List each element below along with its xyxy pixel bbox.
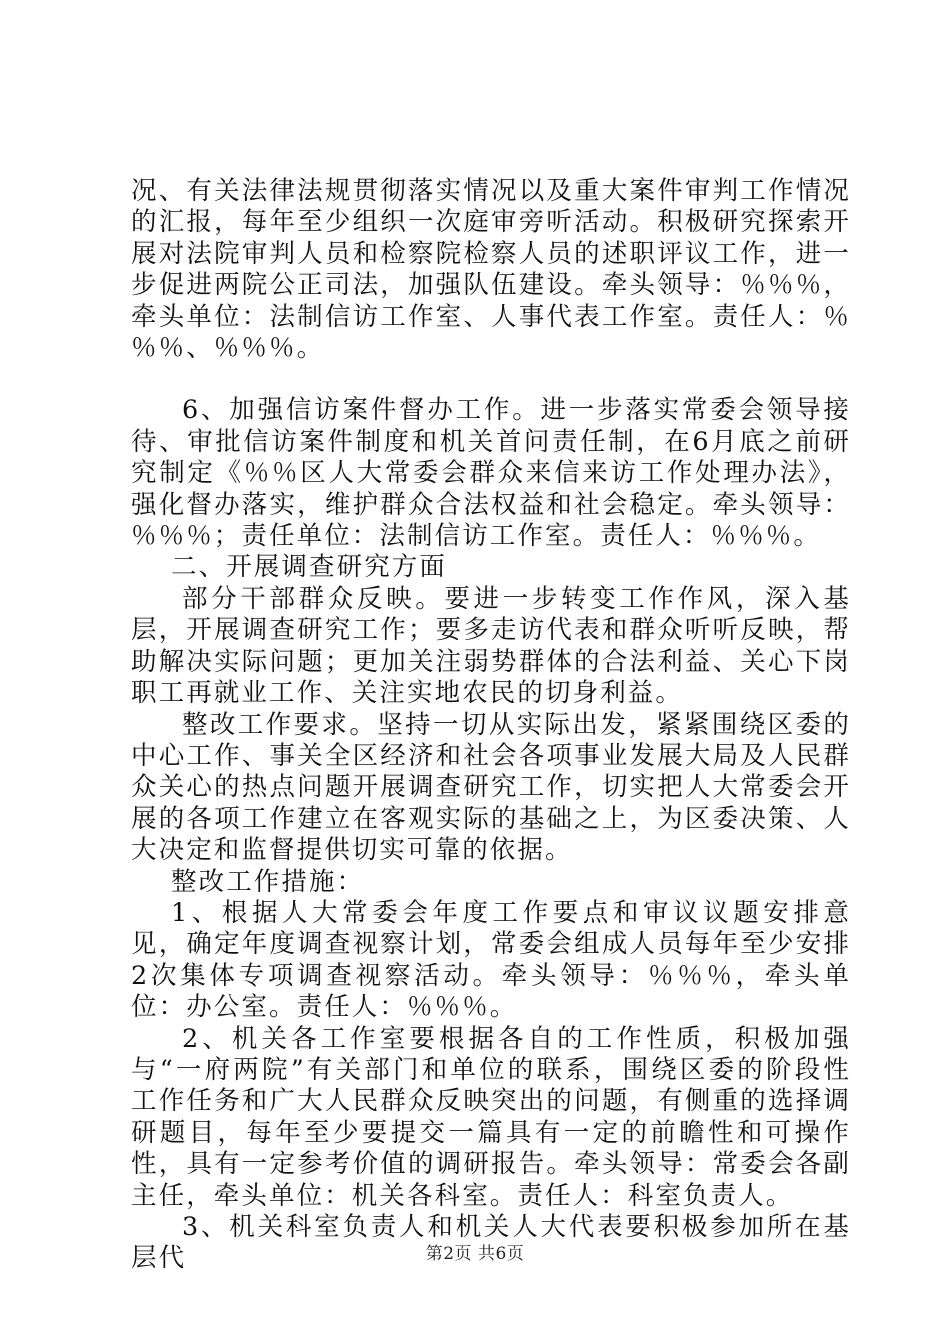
document-body xyxy=(131,176,851,1275)
page-footer: 第2页 共6页 xyxy=(425,1244,525,1264)
paragraph-item-6: 6、加强信访案件督办工作。进一步落实常委会领导接待、审批信访案件制度和机关首问责任制，在6月底之前研究制定《％％区人大常委会群众来信来访工作处理办法》，强化督办落实，维护群众合法权益和社会稳定。牵头领导：％％％；责任单位：法制信访工作室。责任人：％％％。 xyxy=(131,395,851,552)
section-heading: 二、开展调查研究方面 xyxy=(171,552,448,583)
paragraph-continuation: 况、有关法律法规贯彻落实情况以及重大案件审判工作情况的汇报，每年至少组织一次庭审旁听活动。积极研究探索开展对法院审判人员和检察院检察人员的述职评议工作，进一步促进两院公正司法，加强队伍建设。牵头领导：％％％，牵头单位：法制信访工作室、人事代表工作室。责任人：％％％、％％％。 xyxy=(131,176,851,364)
paragraph-measure-3: 3、机关科室负责人和机关人大代表要积极参加所在基层代 xyxy=(131,1212,851,1274)
paragraph-measure-2: 2、机关各工作室要根据各自的工作性质，积极加强与“一府两院”有关部门和单位的联系，围绕区委的阶段性工作任务和广大人民群众反映突出的问题，有侧重的选择调研题目，每年至少要提交一篇具有一定的前瞻性和可操作性，具有一定参考价值的调研报告。牵头领导：常委会各副主任，牵头单位：机关各科室。责任人：科室负责人。 xyxy=(131,1023,851,1211)
paragraph-measure-1: 1、根据人大常委会年度工作要点和审议议题安排意见，确定年度调查视察计划，常委会组成人员每年至少安排2次集体专项调查视察活动。牵头领导：％％％，牵头单位：办公室。责任人：％％％。 xyxy=(131,897,851,1023)
paragraph-feedback: 部分干部群众反映。要进一步转变工作作风，深入基层，开展调查研究工作；要多走访代表和群众听听反映，帮助解决实际问题；更加关注弱势群体的合法利益、关心下岗职工再就业工作、关注实地农民的切身利益。 xyxy=(131,583,851,709)
paragraph-requirements: 整改工作要求。坚持一切从实际出发，紧紧围绕区委的中心工作、事关全区经济和社会各项事业发展大局及人民群众关心的热点问题开展调查研究工作，切实把人大常委会开展的各项工作建立在客观实际的基础之上，为区委决策、人大决定和监督提供切实可靠的依据。 xyxy=(131,709,851,866)
measures-heading: 整改工作措施： xyxy=(171,866,365,897)
